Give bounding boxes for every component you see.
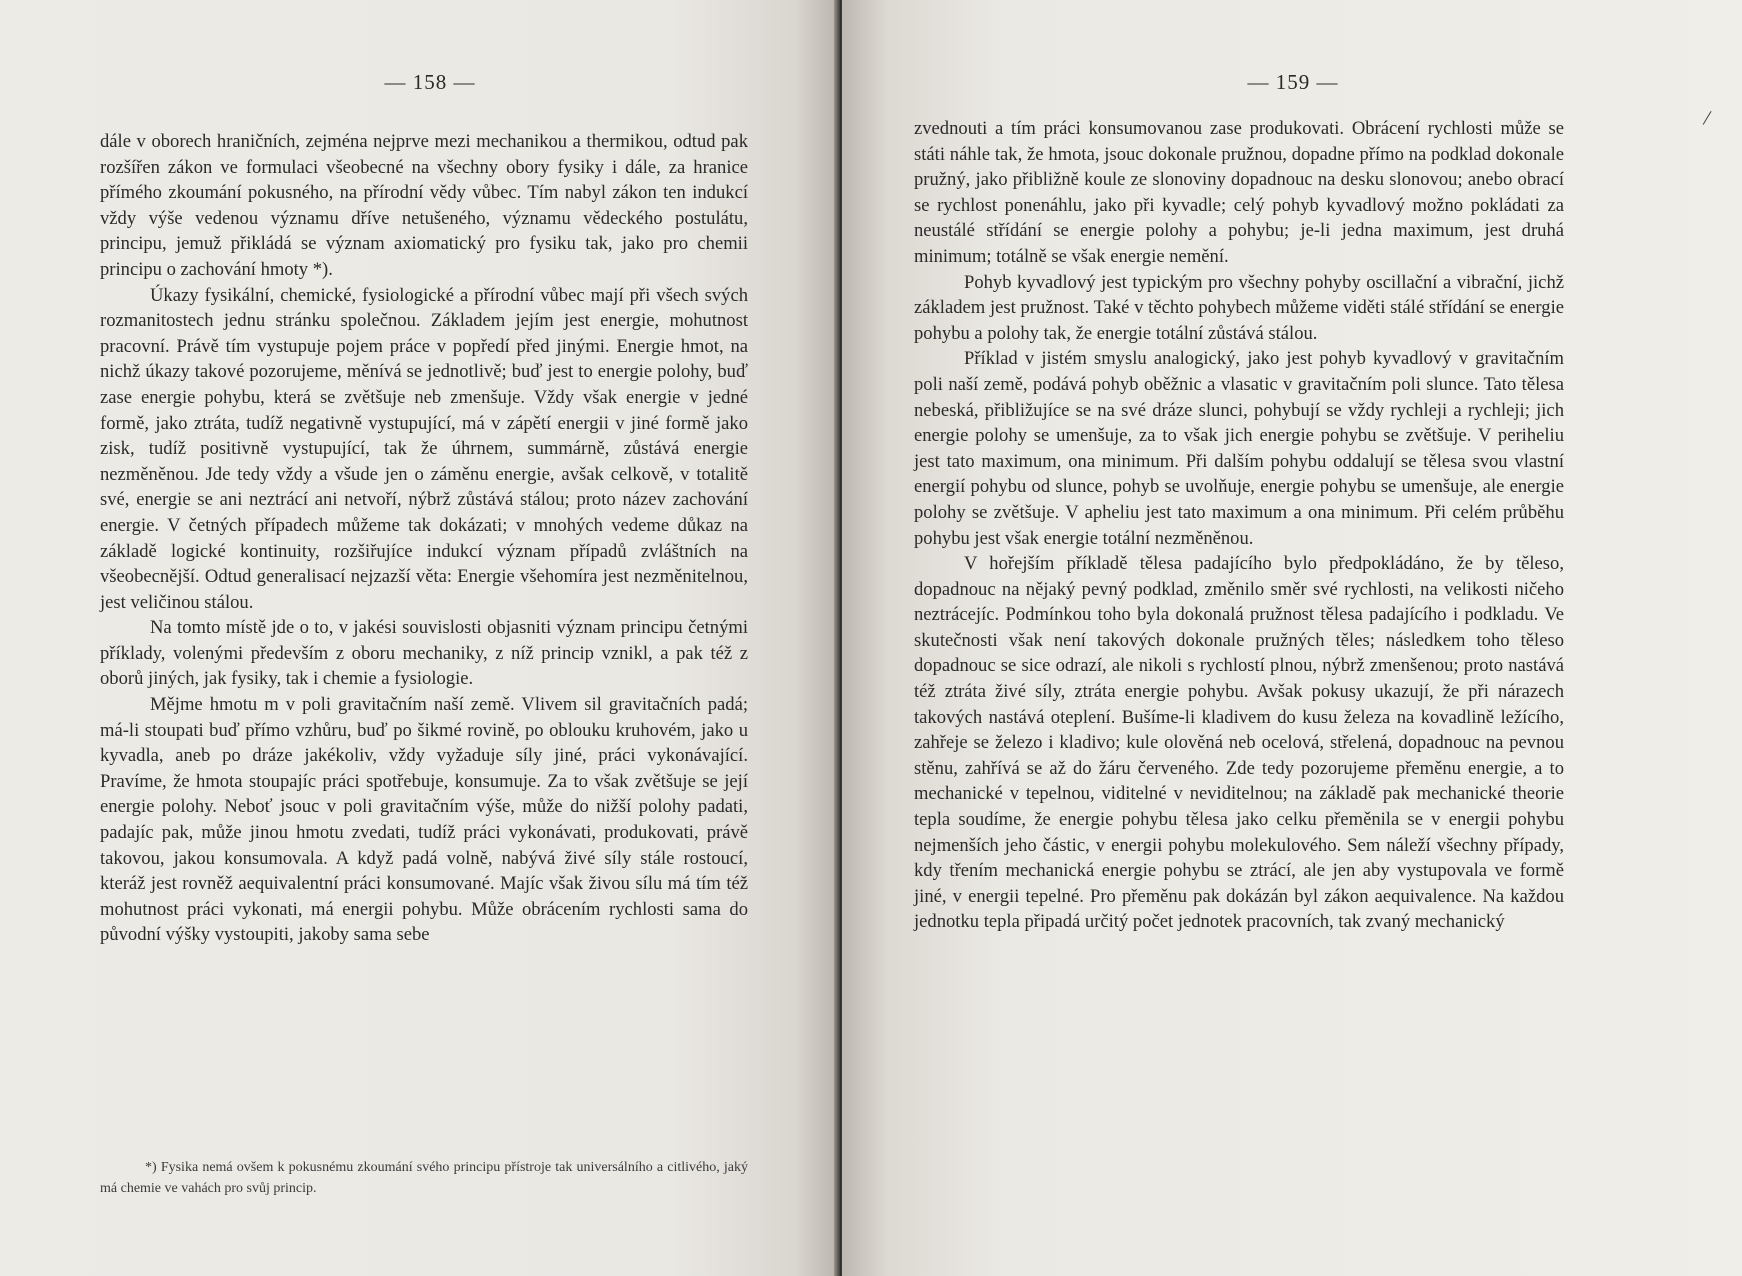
footnote: *) Fysika nemá ovšem k pokusnému zkoumání svého principu přístroje tak universálního a citlivého, jaký má chemie ve vahách pro svůj princip. [100,1160,748,1196]
right-page [842,0,1742,1276]
page-number-left: — 158 — [384,70,476,94]
paragraph: dále v oborech hraničních, zejména nejprve mezi mechanikou a thermikou, odtud pak rozšířen zákon ve formulaci všeobecné na všechny obory fysiky i dále, za hranice přímého zkoumání pokusného, na přírodní vědy vůbec. Tím nabyl zákon ten indukcí vždy výše vedenou významu dříve netušeného, významu vědeckého postulátu, principu, jemuž přikládá se význam axiomatický pro fysiku tak, jako pro chemii principu o zachování hmoty *). [100,131,748,280]
left-page-body [100,129,748,948]
paragraph: zvednouti a tím práci konsumovanou zase produkovati. Obrácení rychlosti může se státi náhle tak, že hmota, jsouc dokonale pružnou, dopadne přímo na podklad dokonale pružný, jako přibližně koule ze slonoviny dopadnouc na desku slonovou; anebo obrací se rychlost ponenáhlu, jako při kyvadle; celý pohyb kyvadlový možno pokládati za neustálé střídání se energie polohy a pohybu; je-li jedna maximum, jest druhá minimum; totálně se však energie nemění. [914,118,1564,267]
paragraph: Pohyb kyvadlový jest typickým pro všechny pohyby oscillační a vibrační, jichž základem jest pružnost. Také v těchto pohybech můžeme viděti stálé střídání se energie pohybu a polohy tak, že energie totální zůstává stálou. [914,271,1564,344]
margin-mark: / [1701,104,1713,131]
paragraph: Příklad v jistém smyslu analogický, jako jest pohyb kyvadlový v gravitačním poli naší země, podává pohyb oběžnic a vlasatic v gravitačním poli slunce. Tato tělesa nebeská, přibližujíce se na své dráze slunci, pohybují se vždy rychleji a rychleji; jich energie polohy se umenšuje, za to však jich energie pohybu se zvětšuje. V periheliu jest tato maximum, ona minimum. Při dalším pohybu oddalují se tělesa svou vlastní energií pohybu od slunce, pohyb se uvolňuje, energie pohybu se umenšuje, ale energie polohy se zvětšuje. V apheliu jest tato maximum a ona minimum. Při celém průběhu pohybu jest však energie totální nezměněnou. [914,348,1564,549]
paragraph: Úkazy fysikální, chemické, fysiologické a přírodní vůbec mají při všech svých rozmanitostech jednu stránku společnou. Základem jejím jest energie, mohutnost pracovní. Právě tím vystupuje pojem práce v popředí před jinými. Energie hmot, na nichž úkazy takové pozorujeme, měnívá se jednotlivě; buď jest to energie polohy, buď zase energie pohybu, která se zvětšuje neb zmenšuje. Vždy však energie v jedné formě, jako ztráta, tudíž negativně vystupující, má v zápětí energii v jiné formě jako zisk, tudíž positivně vystupující, tak že úhrnem, summárně, zůstává energie nezměněnou. Jde tedy vždy a všude jen o záměnu energie, avšak celkově, v totalitě své, energie se ani neztrácí ani netvoří, nýbrž zůstává stálou; proto název zachování energie. V četných případech můžeme tak dokázati; v mnohých vedeme důkaz na základě logické kontinuity, rozšiřujíce indukcí význam případů zvláštních na všeobecnější. Odtud generalisací nejzazší věta: Energie všehomíra jest nezměnitelnou, jest veličinou stálou. [100,284,748,613]
left-page [0,0,838,1276]
page-number-right: — 159 — [1247,70,1339,94]
paragraph: Mějme hmotu m v poli gravitačním naší země. Vlivem sil gravitačních padá; má-li stoupati buď přímo vzhůru, buď po šikmé rovině, po oblouku kruhovém, jako u kyvadla, aneb po dráze jakékoliv, vždy vyžaduje síly jiné, práci vykonávající. Pravíme, že hmota stoupajíc práci spotřebuje, konsumuje. Za to však zvětšuje se její energie polohy. Neboť jsouc v poli gravitačním výše, může do nižší polohy padati, padajíc pak, může jinou hmotu zvedati, tudíž práci vykonávati, produkovati, právě takovou, jakou konsumovala. A když padá volně, nabývá živé síly stále rostoucí, kteráž jest rovněž aequivalentní práci konsumované. Majíc však živou sílu má tím též mohutnost práci vykonati, má energii pohybu. Může obrácením rychlosti sama do původní výšky vystoupiti, jakoby sama sebe [100,694,748,946]
paragraph: Na tomto místě jde o to, v jakési souvislosti objasniti význam principu četnými příklady, volenými především z oboru mechaniky, z níž princip vznikl, a pak též z oborů jiných, jak fysiky, tak i chemie a fysiologie. [100,617,748,690]
right-page-body [914,116,1564,935]
paragraph: V hořejším příkladě tělesa padajícího bylo předpokládáno, že by těleso, dopadnouc na nějaký pevný podklad, změnilo směr své rychlosti, na velikosti ničeho neztrácejíc. Podmínkou toho byla dokonalá pružnost tělesa padajícího i podkladu. Ve skutečnosti však není takových dokonale pružných těles; následkem toho těleso dopadnouc se sice odrazí, ale nikoli s rychlostí plnou, nýbrž zmenšenou; proto nastává též ztráta živé síly, ztráta energie pohybu. Avšak pokusy ukazují, že při nárazech takových nastává oteplení. Bušíme-li kladivem do kusu železa na kovadlině ležícího, zahřeje se železo i kladivo; kule olověná neb ocelová, střelená, dopadnouc na pevnou stěnu, zahřívá se až do žáru červeného. Zde tedy pozorujeme přeměnu energie, a to mechanické v tepelnou, viditelné v neviditelnou; na základě pak mechanické theorie tepla soudíme, že energie pohybu tělesa jako celku přeměnila se v energii pohybu nejmenších jeho částic, v energii pohybu molekulového. Sem náleží všechny případy, kdy třením mechanická energie pohybu se ztrácí, ale jen aby vystupovala ve formě jiné, v energii tepelné. Pro přeměnu pak dokázán byl zákon aequivalence. Na každou jednotku tepla připadá určitý počet jednotek pracovních, tak zvaný mechanický [914,553,1564,933]
